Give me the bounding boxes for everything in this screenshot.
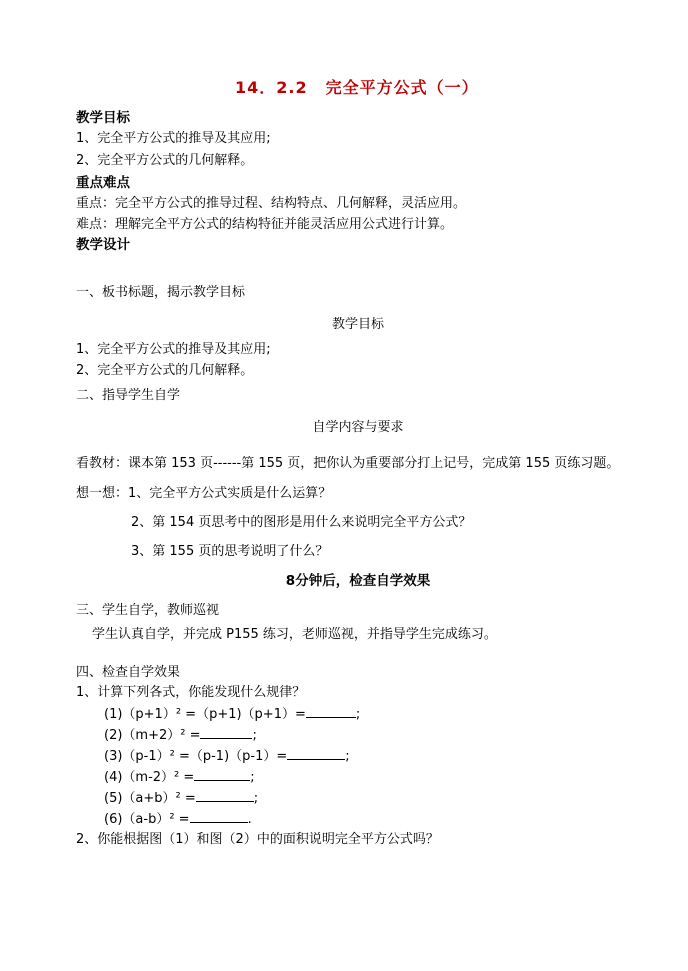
goals-heading: 教学目标 bbox=[76, 110, 130, 126]
think-question: 2、第 154 页思考中的图形是用什么来说明完全平方公式？ bbox=[131, 515, 472, 530]
key-points-heading: 重点难点 bbox=[76, 175, 130, 191]
part1-item: 1、完全平方公式的推导及其应用; bbox=[76, 342, 271, 357]
exercise-6 bbox=[104, 810, 252, 829]
question-1: 1、计算下列各式，你能发现什么规律？ bbox=[76, 685, 306, 700]
exercise-2 bbox=[104, 726, 257, 745]
exercise-4 bbox=[104, 768, 255, 787]
exercise-end: . bbox=[247, 812, 252, 827]
exercise-end: ; bbox=[345, 749, 350, 764]
answer-blank[interactable] bbox=[190, 810, 248, 823]
exercise-label: (5)（a+b）² = bbox=[104, 791, 196, 806]
answer-blank[interactable] bbox=[194, 768, 250, 781]
part2-heading: 二、指导学生自学 bbox=[76, 388, 181, 403]
read-instruction: 看教材：课本第 153 页------第 155 页，把你认为重要部分打上记号，完成第 155 页练习题。 bbox=[76, 456, 620, 471]
part3-body: 学生认真自学，并完成 P155 练习，老师巡视，并指导学生完成练习。 bbox=[92, 627, 497, 642]
after-8-minutes: 8分钟后，检查自学效果 bbox=[285, 573, 431, 589]
focus-text: 重点：完全平方公式的推导过程、结构特点、几何解释，灵活应用。 bbox=[76, 196, 467, 211]
exercise-1 bbox=[104, 705, 360, 724]
exercise-end: ; bbox=[252, 728, 257, 743]
answer-blank[interactable] bbox=[306, 705, 356, 718]
page-title bbox=[235, 79, 479, 97]
part1-heading: 一、板书标题，揭示教学目标 bbox=[76, 285, 246, 300]
part3-heading: 三、学生自学，教师巡视 bbox=[76, 603, 220, 618]
design-heading: 教学设计 bbox=[76, 237, 130, 253]
goal-item: 2、完全平方公式的几何解释。 bbox=[76, 153, 254, 168]
exercise-label: (1)（p+1）² =（p+1)（p+1）= bbox=[104, 707, 306, 722]
answer-blank[interactable] bbox=[196, 789, 254, 802]
part4-heading: 四、检查自学效果 bbox=[76, 665, 181, 680]
question-2: 2、你能根据图（1）和图（2）中的面积说明完全平方公式吗？ bbox=[76, 832, 439, 847]
exercise-3 bbox=[104, 747, 350, 766]
exercise-5 bbox=[104, 789, 258, 808]
title-text: 完全平方公式（一） bbox=[325, 78, 479, 97]
difficulty-text: 难点：理解完全平方公式的结构特征并能灵活应用公式进行计算。 bbox=[76, 217, 454, 232]
think-question: 想一想：1、完全平方公式实质是什么运算？ bbox=[76, 486, 332, 501]
exercise-end: ; bbox=[250, 770, 255, 785]
exercise-end: ; bbox=[355, 707, 361, 722]
exercise-label: (2)（m+2）² = bbox=[104, 728, 201, 743]
think-question: 3、第 155 页的思考说明了什么？ bbox=[131, 544, 329, 559]
exercise-end: ; bbox=[253, 791, 259, 806]
exercise-label: (6)（a-b）² = bbox=[104, 812, 190, 827]
part1-item: 2、完全平方公式的几何解释。 bbox=[76, 363, 254, 378]
exercise-label: (3)（p-1）² =（p-1)（p-1）= bbox=[104, 749, 288, 764]
goal-item: 1、完全平方公式的推导及其应用; bbox=[76, 131, 271, 146]
answer-blank[interactable] bbox=[287, 747, 345, 760]
exercise-label: (4)（m-2）² = bbox=[104, 770, 195, 785]
title-number: 14．2.2 bbox=[235, 78, 308, 97]
part2-subheading: 自学内容与要求 bbox=[312, 420, 404, 435]
answer-blank[interactable] bbox=[200, 726, 252, 739]
part1-subheading: 教学目标 bbox=[331, 317, 384, 332]
